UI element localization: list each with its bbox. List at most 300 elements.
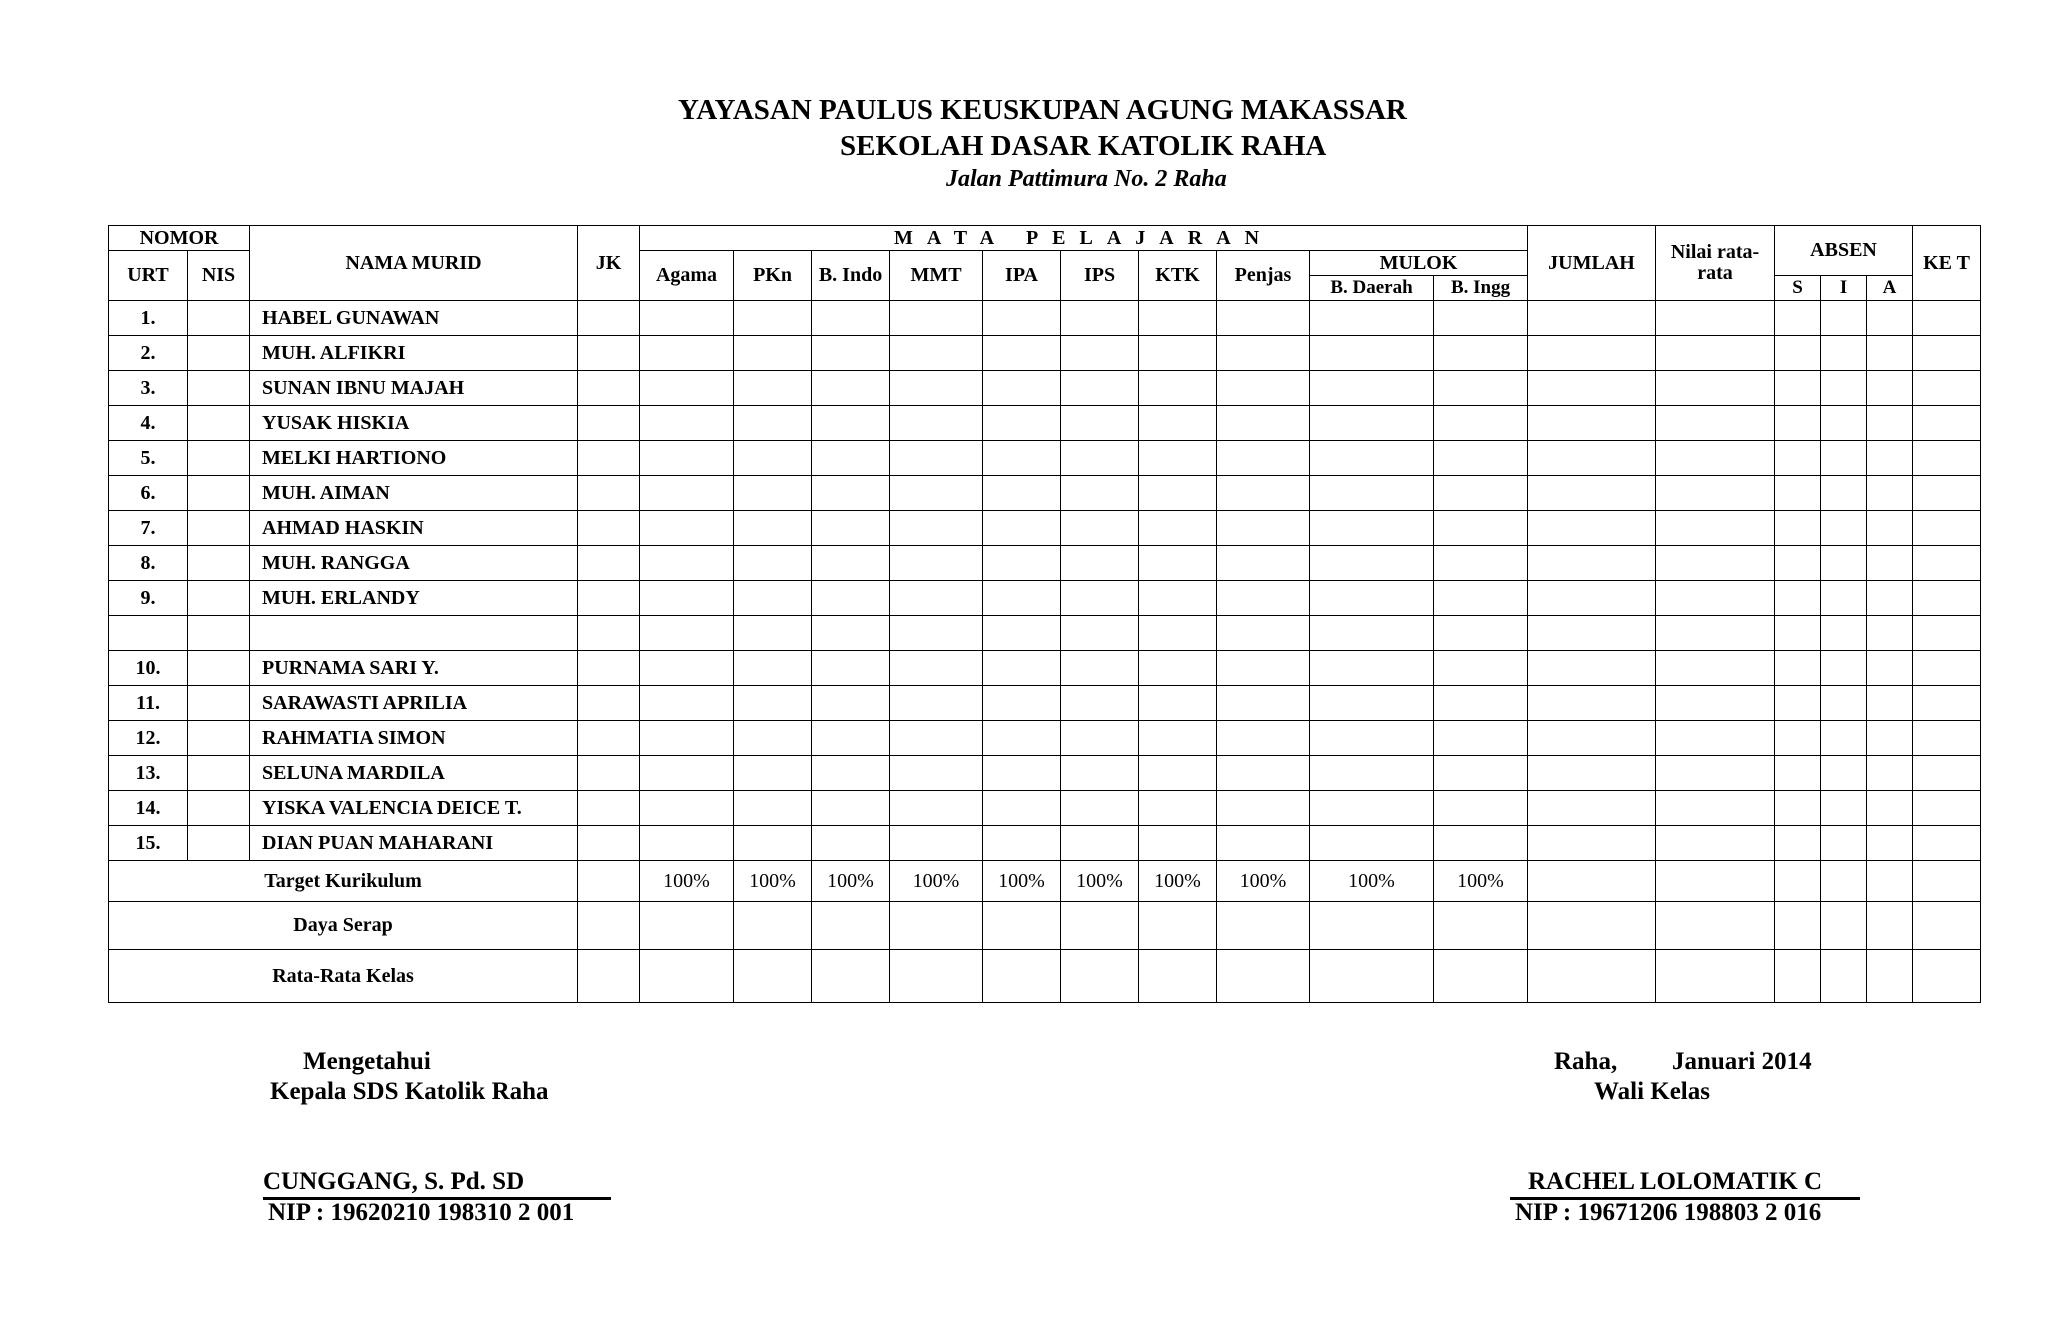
target-value: 100% <box>983 861 1061 902</box>
cell <box>640 756 734 791</box>
row-number: 13. <box>109 756 188 791</box>
cell <box>1139 581 1217 616</box>
cell <box>578 651 640 686</box>
cell <box>1913 441 1981 476</box>
target-value: 100% <box>734 861 812 902</box>
cell <box>1310 336 1434 371</box>
cell <box>640 616 734 651</box>
cell <box>1528 902 1656 950</box>
target-label: Target Kurikulum <box>109 861 578 902</box>
cell <box>188 406 250 441</box>
cell <box>1139 616 1217 651</box>
cell <box>1656 371 1775 406</box>
cell <box>890 581 983 616</box>
cell <box>983 950 1061 1003</box>
cell <box>1434 651 1528 686</box>
cell <box>1061 651 1139 686</box>
cell <box>1528 511 1656 546</box>
cell <box>1310 581 1434 616</box>
cell <box>1913 616 1981 651</box>
table-row <box>109 581 1981 616</box>
row-number: 7. <box>109 511 188 546</box>
cell <box>1139 950 1217 1003</box>
cell <box>188 301 250 336</box>
student-name: MUH. ALFIKRI <box>250 336 578 371</box>
cell <box>1913 371 1981 406</box>
school-name: SEKOLAH DASAR KATOLIK RAHA <box>840 130 1327 162</box>
cell <box>890 616 983 651</box>
nomor-header: NOMOR <box>109 226 250 251</box>
cell <box>1434 336 1528 371</box>
cell <box>890 826 983 861</box>
cell <box>1867 902 1913 950</box>
cell <box>1913 581 1981 616</box>
cell <box>1217 826 1310 861</box>
subject-header: MMT <box>890 251 983 301</box>
urt-header: URT <box>109 251 188 301</box>
cell <box>1656 301 1775 336</box>
foundation-title: YAYASAN PAULUS KEUSKUPAN AGUNG MAKASSAR <box>678 94 1407 126</box>
cell <box>734 371 812 406</box>
cell <box>1434 826 1528 861</box>
cell <box>1310 301 1434 336</box>
cell <box>188 791 250 826</box>
cell <box>812 902 890 950</box>
cell <box>1528 476 1656 511</box>
table-row <box>109 791 1981 826</box>
table-row <box>109 686 1981 721</box>
cell <box>188 616 250 651</box>
cell <box>734 721 812 756</box>
cell <box>1139 406 1217 441</box>
cell <box>640 406 734 441</box>
cell <box>1913 902 1981 950</box>
cell <box>983 336 1061 371</box>
cell <box>1775 406 1821 441</box>
cell <box>1528 336 1656 371</box>
row-number: 10. <box>109 651 188 686</box>
cell <box>890 902 983 950</box>
subject-header: B. Indo <box>812 251 890 301</box>
cell <box>1061 371 1139 406</box>
cell <box>1775 511 1821 546</box>
cell <box>983 651 1061 686</box>
cell <box>983 371 1061 406</box>
cell <box>812 476 890 511</box>
student-name: MUH. ERLANDY <box>250 581 578 616</box>
teacher-title: Wali Kelas <box>1594 1078 1710 1105</box>
cell <box>1867 476 1913 511</box>
cell <box>1775 371 1821 406</box>
cell <box>1310 950 1434 1003</box>
cell <box>1913 826 1981 861</box>
cell <box>1434 950 1528 1003</box>
cell <box>1217 902 1310 950</box>
cell <box>1913 336 1981 371</box>
cell <box>1139 511 1217 546</box>
subject-header: Penjas <box>1217 251 1310 301</box>
cell <box>1139 686 1217 721</box>
cell <box>1310 371 1434 406</box>
cell <box>1913 791 1981 826</box>
cell <box>1821 476 1867 511</box>
cell <box>1775 581 1821 616</box>
cell <box>812 791 890 826</box>
cell <box>578 950 640 1003</box>
cell <box>1217 950 1310 1003</box>
cell <box>890 336 983 371</box>
cell <box>1867 406 1913 441</box>
student-name: MELKI HARTIONO <box>250 441 578 476</box>
cell <box>983 581 1061 616</box>
cell <box>1217 476 1310 511</box>
cell <box>578 861 640 902</box>
cell <box>1139 721 1217 756</box>
cell <box>734 686 812 721</box>
cell <box>734 756 812 791</box>
cell <box>812 950 890 1003</box>
cell <box>1867 301 1913 336</box>
cell <box>1434 616 1528 651</box>
cell <box>1821 721 1867 756</box>
cell <box>1061 791 1139 826</box>
cell <box>1656 950 1775 1003</box>
cell <box>1821 686 1867 721</box>
cell <box>812 686 890 721</box>
cell <box>1821 950 1867 1003</box>
cell <box>1310 686 1434 721</box>
student-name: DIAN PUAN MAHARANI <box>250 826 578 861</box>
cell <box>1139 651 1217 686</box>
cell <box>1310 476 1434 511</box>
cell <box>890 791 983 826</box>
student-name: SELUNA MARDILA <box>250 756 578 791</box>
student-name: SUNAN IBNU MAJAH <box>250 371 578 406</box>
cell <box>1656 616 1775 651</box>
cell <box>1434 441 1528 476</box>
cell <box>1528 756 1656 791</box>
cell <box>1434 476 1528 511</box>
nilai-header: Nilai rata-rata <box>1656 226 1775 301</box>
cell <box>578 902 640 950</box>
cell <box>1061 546 1139 581</box>
cell <box>578 371 640 406</box>
cell <box>1656 441 1775 476</box>
cell <box>734 826 812 861</box>
cell <box>1217 336 1310 371</box>
cell <box>640 902 734 950</box>
student-name: PURNAMA SARI Y. <box>250 651 578 686</box>
nama-murid-header: NAMA MURID <box>250 226 578 301</box>
cell <box>1913 756 1981 791</box>
cell <box>1656 476 1775 511</box>
subject-header: IPA <box>983 251 1061 301</box>
target-value: 100% <box>1139 861 1217 902</box>
cell <box>1310 826 1434 861</box>
cell <box>1310 791 1434 826</box>
cell <box>1775 686 1821 721</box>
cell <box>578 511 640 546</box>
cell <box>983 511 1061 546</box>
cell <box>890 950 983 1003</box>
table-row <box>109 476 1981 511</box>
cell <box>188 686 250 721</box>
jk-header: JK <box>578 226 640 301</box>
teacher-name: RACHEL LOLOMATIK C <box>1528 1168 1823 1195</box>
cell <box>1867 546 1913 581</box>
cell <box>1139 546 1217 581</box>
cell <box>1867 861 1913 902</box>
mulok-header: MULOK <box>1310 251 1528 276</box>
cell <box>1528 950 1656 1003</box>
row-number: 1. <box>109 301 188 336</box>
subject-header: KTK <box>1139 251 1217 301</box>
target-value: 100% <box>640 861 734 902</box>
row-number: 6. <box>109 476 188 511</box>
cell <box>812 371 890 406</box>
cell <box>578 406 640 441</box>
cell <box>1310 902 1434 950</box>
cell <box>1821 756 1867 791</box>
cell <box>1775 301 1821 336</box>
student-name: HABEL GUNAWAN <box>250 301 578 336</box>
subject-header: Agama <box>640 251 734 301</box>
cell <box>1821 546 1867 581</box>
mulok-subject-header: B. Daerah <box>1310 276 1434 301</box>
cell <box>1528 616 1656 651</box>
cell <box>734 406 812 441</box>
cell <box>1217 511 1310 546</box>
cell <box>1656 546 1775 581</box>
cell <box>812 616 890 651</box>
cell <box>1310 511 1434 546</box>
table-row <box>109 441 1981 476</box>
cell <box>1061 902 1139 950</box>
cell <box>578 791 640 826</box>
cell <box>1061 756 1139 791</box>
cell <box>578 441 640 476</box>
cell <box>1775 336 1821 371</box>
absen-col-header: S <box>1775 276 1821 301</box>
cell <box>734 616 812 651</box>
mata-pelajaran-header: MATA PELAJARAN <box>640 226 1528 251</box>
cell <box>1434 581 1528 616</box>
cell <box>578 721 640 756</box>
cell <box>734 511 812 546</box>
cell <box>983 546 1061 581</box>
daya-serap-label: Daya Serap <box>109 902 578 950</box>
cell <box>1775 441 1821 476</box>
cell <box>1821 406 1867 441</box>
cell <box>1310 616 1434 651</box>
cell <box>1139 476 1217 511</box>
cell <box>1913 721 1981 756</box>
absen-col-header: A <box>1867 276 1913 301</box>
cell <box>1528 686 1656 721</box>
cell <box>983 721 1061 756</box>
cell <box>983 826 1061 861</box>
cell <box>188 581 250 616</box>
cell <box>578 546 640 581</box>
cell <box>1434 371 1528 406</box>
cell <box>1528 861 1656 902</box>
cell <box>1913 476 1981 511</box>
cell <box>1139 336 1217 371</box>
subject-header: IPS <box>1061 251 1139 301</box>
cell <box>1310 651 1434 686</box>
cell <box>1434 721 1528 756</box>
cell <box>890 686 983 721</box>
cell <box>1528 441 1656 476</box>
cell <box>640 476 734 511</box>
cell <box>1913 686 1981 721</box>
cell <box>578 616 640 651</box>
cell <box>1867 336 1913 371</box>
table-row <box>109 616 1981 651</box>
row-number: 8. <box>109 546 188 581</box>
cell <box>1775 651 1821 686</box>
grade-table <box>108 225 1981 1003</box>
cell <box>1775 902 1821 950</box>
cell <box>983 616 1061 651</box>
target-value: 100% <box>812 861 890 902</box>
student-rows <box>109 301 1981 861</box>
cell <box>1217 301 1310 336</box>
cell <box>1656 721 1775 756</box>
cell <box>640 950 734 1003</box>
cell <box>578 301 640 336</box>
cell <box>1217 581 1310 616</box>
table-row <box>109 756 1981 791</box>
cell <box>734 441 812 476</box>
cell <box>1821 581 1867 616</box>
absen-col-header: I <box>1821 276 1867 301</box>
cell <box>188 336 250 371</box>
row-number <box>109 616 188 651</box>
cell <box>1139 791 1217 826</box>
cell <box>1821 336 1867 371</box>
cell <box>812 406 890 441</box>
cell <box>1217 686 1310 721</box>
cell <box>1775 791 1821 826</box>
cell <box>1061 476 1139 511</box>
cell <box>890 476 983 511</box>
cell <box>1139 756 1217 791</box>
cell <box>1310 441 1434 476</box>
cell <box>1775 616 1821 651</box>
principal-title: Kepala SDS Katolik Raha <box>270 1078 549 1105</box>
cell <box>578 686 640 721</box>
row-number: 5. <box>109 441 188 476</box>
row-number: 9. <box>109 581 188 616</box>
cell <box>188 511 250 546</box>
cell <box>1775 861 1821 902</box>
rata-rata-label: Rata-Rata Kelas <box>109 950 578 1003</box>
subject-header: PKn <box>734 251 812 301</box>
date: Januari 2014 <box>1672 1048 1812 1075</box>
cell <box>1913 950 1981 1003</box>
cell <box>1775 476 1821 511</box>
cell <box>1867 581 1913 616</box>
cell <box>1528 791 1656 826</box>
cell <box>1775 826 1821 861</box>
cell <box>983 791 1061 826</box>
student-name <box>250 616 578 651</box>
cell <box>1434 686 1528 721</box>
cell <box>1217 616 1310 651</box>
cell <box>578 476 640 511</box>
cell <box>734 546 812 581</box>
cell <box>1867 511 1913 546</box>
cell <box>1821 861 1867 902</box>
cell <box>1061 406 1139 441</box>
cell <box>890 651 983 686</box>
cell <box>734 950 812 1003</box>
cell <box>1139 826 1217 861</box>
mengetahui-label: Mengetahui <box>303 1048 431 1075</box>
place: Raha, <box>1554 1048 1618 1075</box>
mulok-subject-header: B. Ingg <box>1434 276 1528 301</box>
cell <box>1434 546 1528 581</box>
cell <box>1061 336 1139 371</box>
row-number: 2. <box>109 336 188 371</box>
cell <box>640 441 734 476</box>
cell <box>983 686 1061 721</box>
cell <box>1913 861 1981 902</box>
cell <box>188 546 250 581</box>
table-row <box>109 406 1981 441</box>
cell <box>640 721 734 756</box>
cell <box>1913 546 1981 581</box>
cell <box>1867 616 1913 651</box>
cell <box>1217 406 1310 441</box>
cell <box>640 651 734 686</box>
cell <box>1061 511 1139 546</box>
cell <box>1867 950 1913 1003</box>
target-value: 100% <box>1310 861 1434 902</box>
cell <box>890 756 983 791</box>
cell <box>1217 791 1310 826</box>
cell <box>1867 791 1913 826</box>
cell <box>1217 651 1310 686</box>
cell <box>890 441 983 476</box>
cell <box>1528 546 1656 581</box>
cell <box>890 721 983 756</box>
cell <box>640 581 734 616</box>
cell <box>1061 721 1139 756</box>
cell <box>640 511 734 546</box>
cell <box>1913 651 1981 686</box>
row-number: 15. <box>109 826 188 861</box>
cell <box>1656 756 1775 791</box>
row-number: 4. <box>109 406 188 441</box>
cell <box>578 826 640 861</box>
cell <box>1821 511 1867 546</box>
cell <box>578 756 640 791</box>
cell <box>983 301 1061 336</box>
cell <box>1528 371 1656 406</box>
cell <box>188 371 250 406</box>
cell <box>1217 756 1310 791</box>
cell <box>188 756 250 791</box>
absen-header: ABSEN <box>1775 226 1913 276</box>
target-value: 100% <box>1061 861 1139 902</box>
cell <box>1434 791 1528 826</box>
cell <box>1656 581 1775 616</box>
cell <box>1867 651 1913 686</box>
cell <box>1775 721 1821 756</box>
target-value: 100% <box>1434 861 1528 902</box>
